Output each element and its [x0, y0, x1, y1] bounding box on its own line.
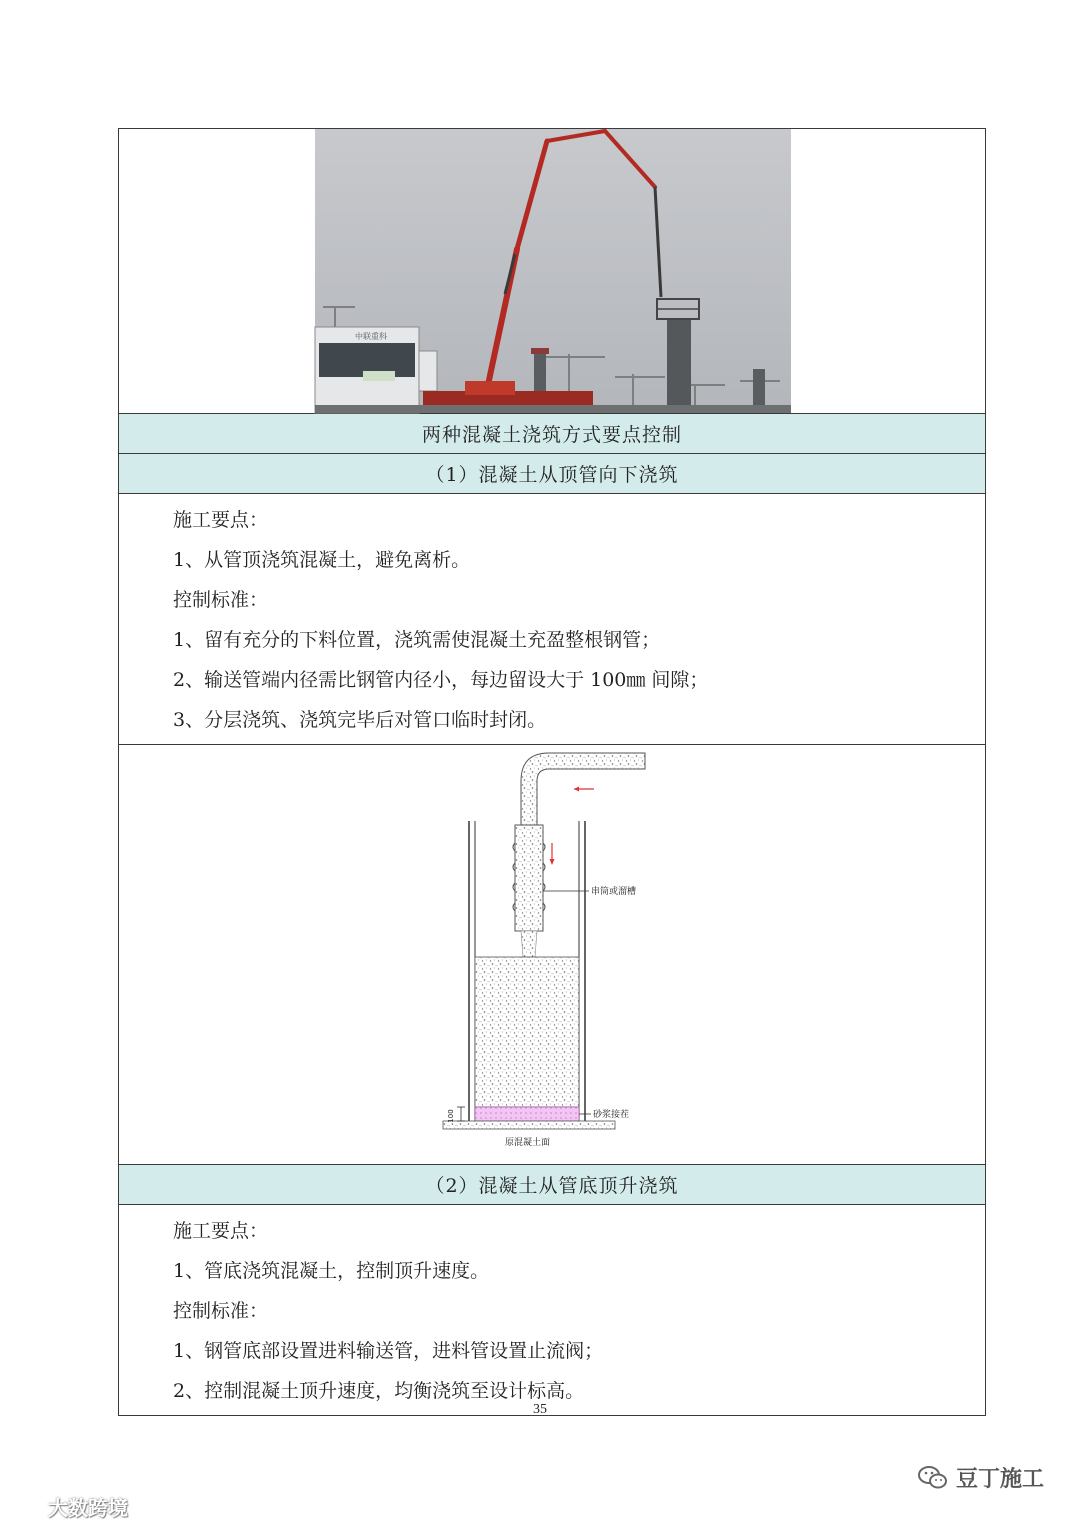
- method1-point-1: 1、从管顶浇筑混凝土，避免离析。: [173, 549, 471, 571]
- base-label: 原混凝土面: [505, 1138, 551, 1148]
- method1-heading-standards: 控制标准：: [173, 589, 269, 611]
- concrete-pump-photo: [315, 129, 791, 413]
- method1-content: [119, 494, 985, 745]
- dimension-label: 100: [447, 1109, 455, 1123]
- mortar-label: 砂浆接茬: [593, 1110, 630, 1120]
- method2-point-1: 1、管底浇筑混凝土，控制顶升速度。: [173, 1260, 490, 1282]
- watermark-left: [8, 1492, 128, 1521]
- method2-content: [119, 1205, 985, 1415]
- page-number: 35: [533, 1402, 547, 1417]
- section-title: 两种混凝土浇筑方式要点控制: [119, 414, 985, 454]
- method2-heading-standards: 控制标准：: [173, 1300, 269, 1322]
- method1-heading-points: 施工要点：: [173, 509, 269, 531]
- document-table: [118, 128, 986, 1416]
- method1-standard-1: 1、留有充分的下料位置，浇筑需使混凝土充盈整根钢管；: [173, 629, 661, 651]
- diagram-row: [119, 745, 985, 1165]
- method1-title: （1）混凝土从顶管向下浇筑: [119, 454, 985, 494]
- method2-heading-points: 施工要点：: [173, 1220, 269, 1242]
- wechat-icon: [918, 1465, 948, 1491]
- photo-row: [119, 129, 985, 414]
- method2-standard-2: 2、控制混凝土顶升速度，均衡浇筑至设计标高。: [173, 1380, 585, 1402]
- watermark-right-text: 豆丁施工: [955, 1467, 1044, 1492]
- watermark-logo-icon: [8, 1495, 44, 1519]
- watermark-right: [918, 1462, 1044, 1493]
- chute-label: 串筒或溜槽: [591, 887, 637, 897]
- watermark-left-text: 大数跨境: [48, 1496, 128, 1520]
- method2-standard-1: 1、钢管底部设置进料输送管，进料管设置止流阀；: [173, 1340, 604, 1362]
- method2-title: （2）混凝土从管底顶升浇筑: [119, 1165, 985, 1205]
- truck-logo: 中联重科: [355, 332, 387, 341]
- method1-standard-2: 2、输送管端内径需比钢管内径小，每边留设大于 100㎜ 间隙；: [173, 669, 709, 691]
- method1-standard-3: 3、分层浇筑、浇筑完毕后对管口临时封闭。: [173, 709, 547, 731]
- top-down-pouring-diagram: [449, 751, 669, 1161]
